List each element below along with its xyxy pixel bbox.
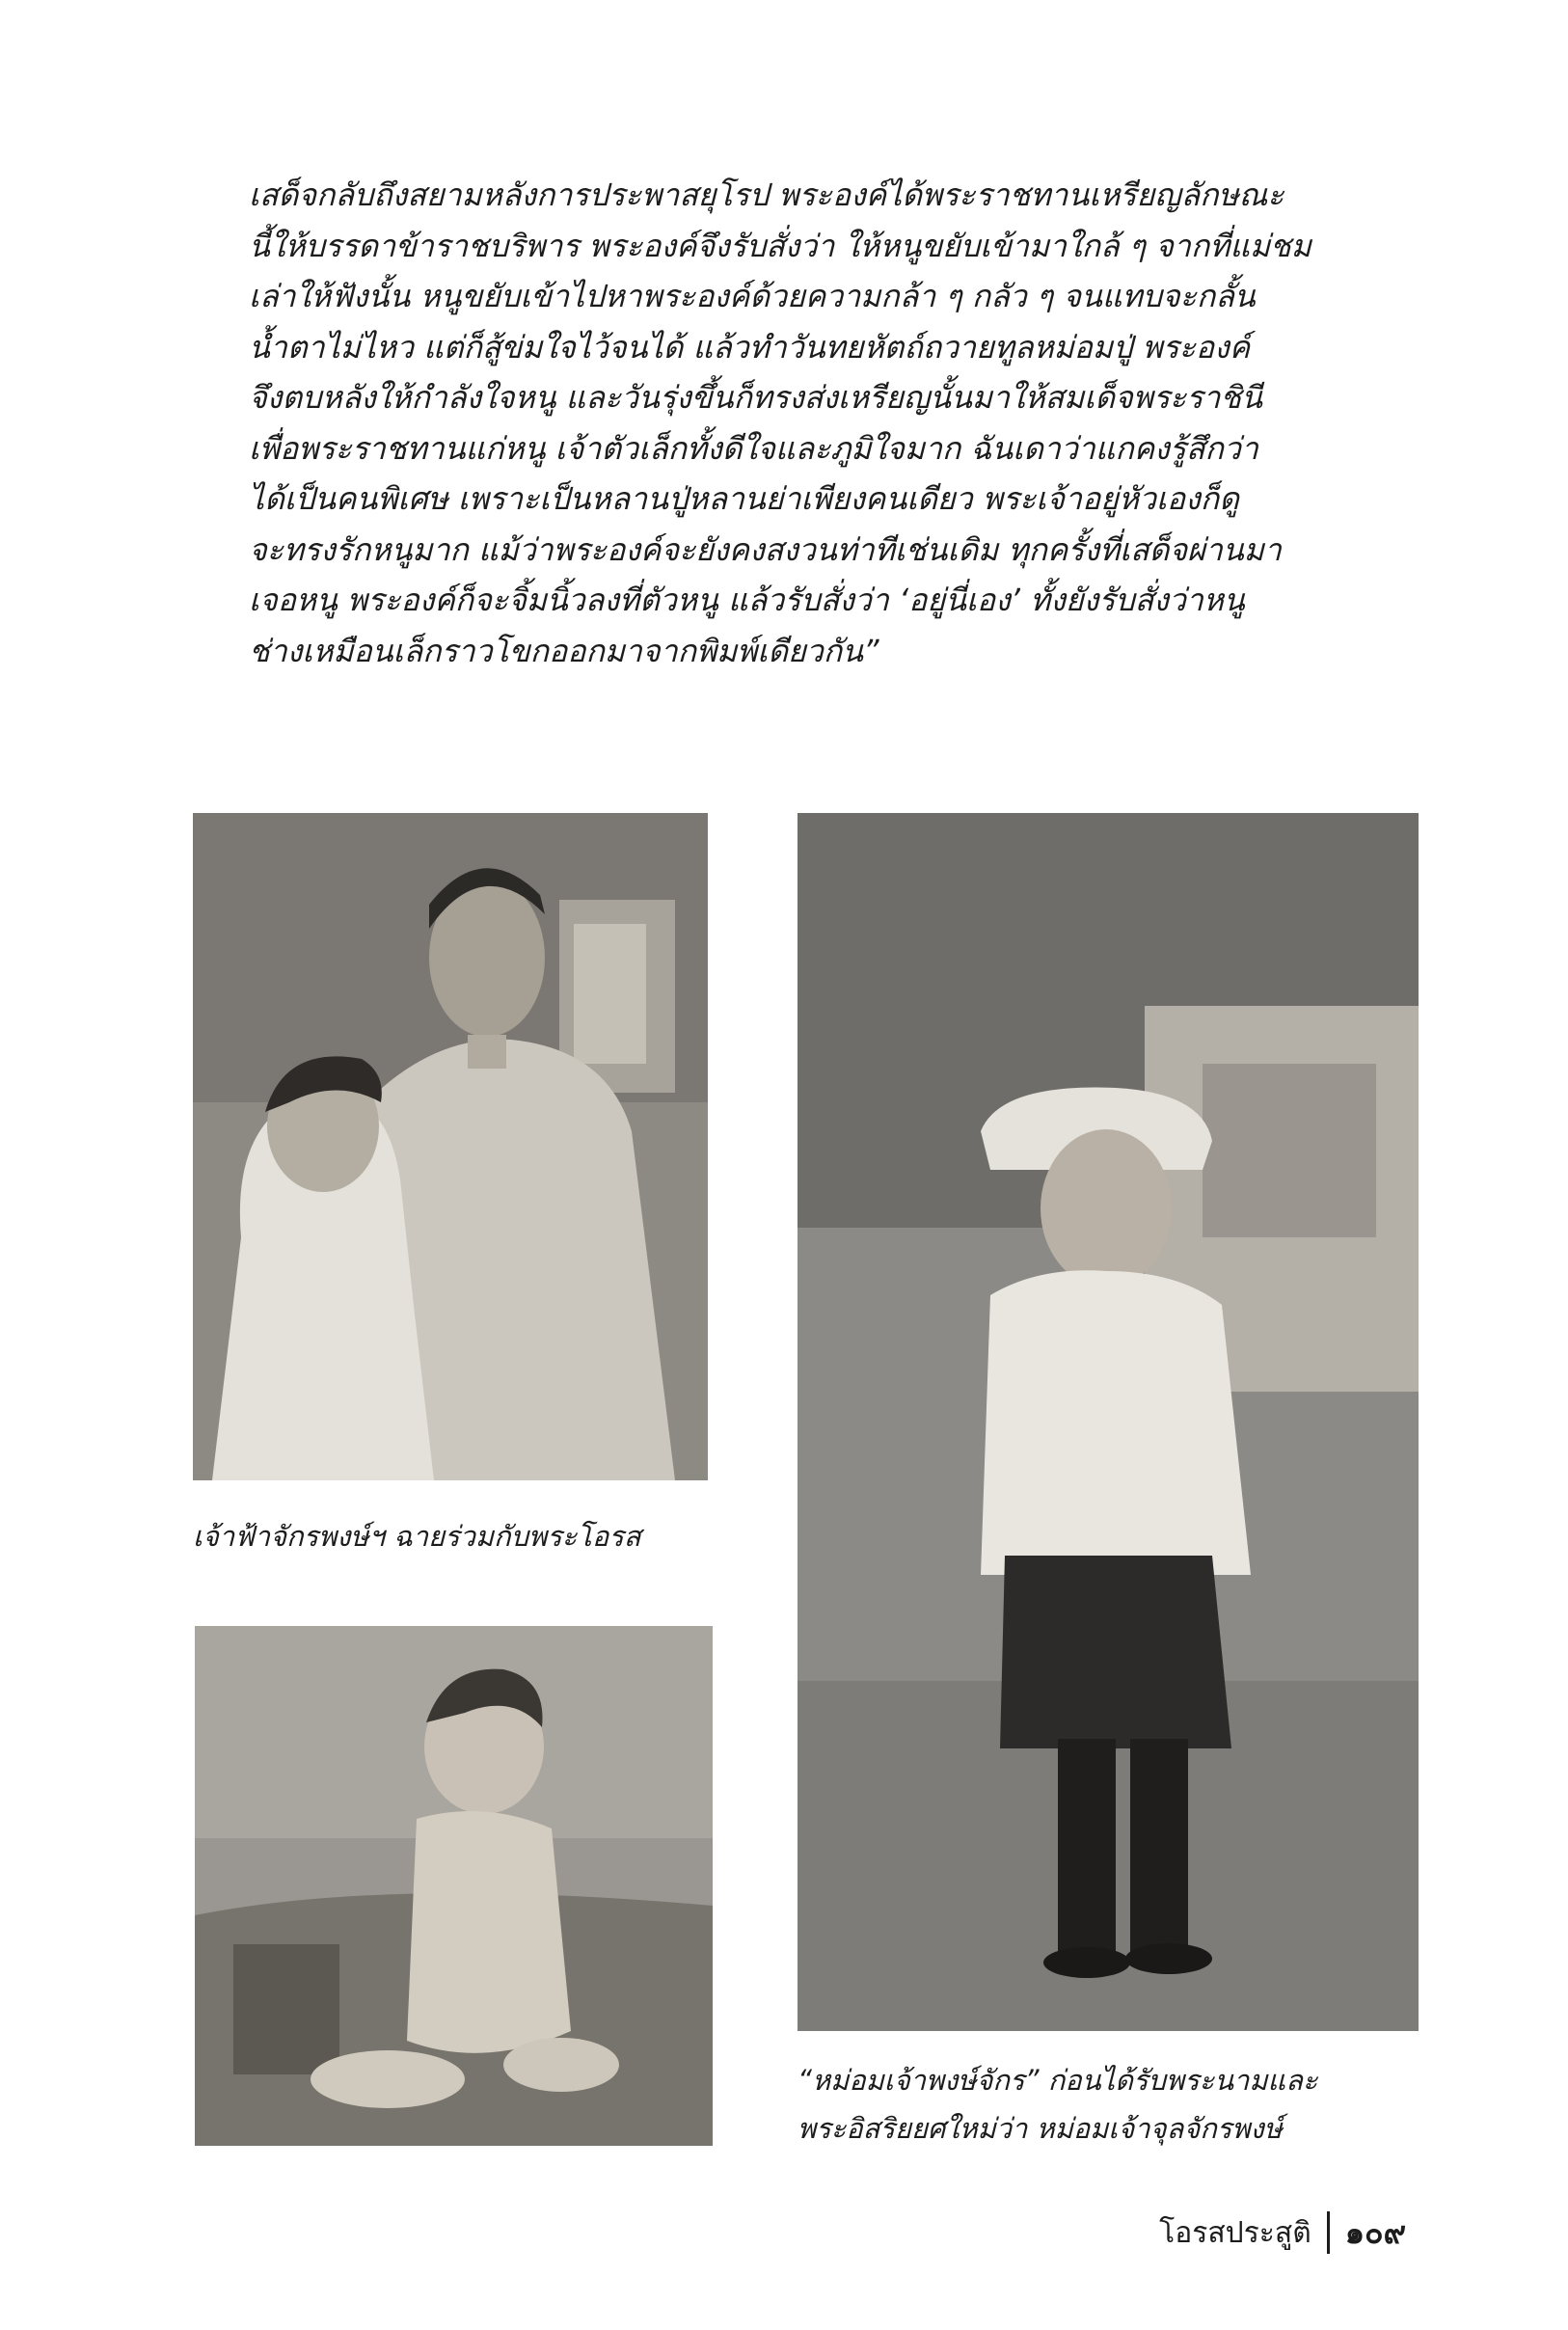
footer-divider [1327, 2211, 1330, 2254]
section-title: โอรสประสูติ [1159, 2215, 1311, 2250]
photo-boy-in-uniform [798, 813, 1419, 2031]
body-line: นี้ให้บรรดาข้าราชบริพาร พระองค์จึงรับสั่งว่า ให้หนูขยับเข้ามาใกล้ ๆ จากที่แม่ชม [249, 227, 1311, 264]
photo-caption: เจ้าฟ้าจักรพงษ์ฯ ฉายร่วมกับพระโอรส [193, 1520, 641, 1553]
body-line: ได้เป็นคนพิเศษ เพราะเป็นหลานปู่หลานย่าเพียงคนเดียว พระเจ้าอยู่หัวเองก็ดู [249, 480, 1239, 517]
body-line: เล่าให้ฟังนั้น หนูขยับเข้าไปหาพระองค์ด้วยความกล้า ๆ กลัว ๆ จนแทบจะกลั้น [249, 278, 1256, 314]
body-line: ช่างเหมือนเล็กราวโขกออกมาจากพิมพ์เดียวกัน” [249, 632, 879, 669]
body-line: จะทรงรักหนูมาก แม้ว่าพระองค์จะยังคงสงวนท่าทีเช่นเดิม ทุกครั้งที่เสด็จผ่านมา [249, 530, 1282, 568]
body-line: เพื่อพระราชทานแก่หนู เจ้าตัวเล็กทั้งดีใจและภูมิใจมาก ฉันเดาว่าแกคงรู้สึกว่า [249, 429, 1258, 467]
body-line: เจอหนู พระองค์ก็จะจิ้มนิ้วลงที่ตัวหนู แล้วรับสั่งว่า ‘อยู่นี่เอง’ ทั้งยังรับสั่งว่าหนู [249, 582, 1245, 618]
photo-officer-with-son [193, 813, 708, 1480]
page-footer [1159, 2208, 1406, 2257]
caption-line: พระอิสริยยศใหม่ว่า หม่อมเจ้าจุลจักรพงษ์ [798, 2112, 1283, 2145]
photo-caption [798, 2056, 1317, 2153]
body-paragraph [249, 170, 1406, 676]
body-line: เสด็จกลับถึงสยามหลังการประพาสยุโรป พระองค์ได้พระราชทานเหรียญลักษณะ [249, 176, 1284, 213]
body-line: จึงตบหลังให้กำลังใจหนู และวันรุ่งขึ้นก็ทรงส่งเหรียญนั้นมาให้สมเด็จพระราชินี [249, 379, 1262, 416]
page-number: ๑๐๙ [1344, 2213, 1406, 2251]
photo-baby-seated [195, 1626, 713, 2146]
body-line: น้ำตาไม่ไหว แต่ก็สู้ข่มใจไว้จนได้ แล้วทำวันทยหัตถ์ถวายทูลหม่อมปู่ พระองค์ [249, 328, 1251, 366]
caption-line: “หม่อมเจ้าพงษ์จักร” ก่อนได้รับพระนามและ [798, 2064, 1318, 2097]
